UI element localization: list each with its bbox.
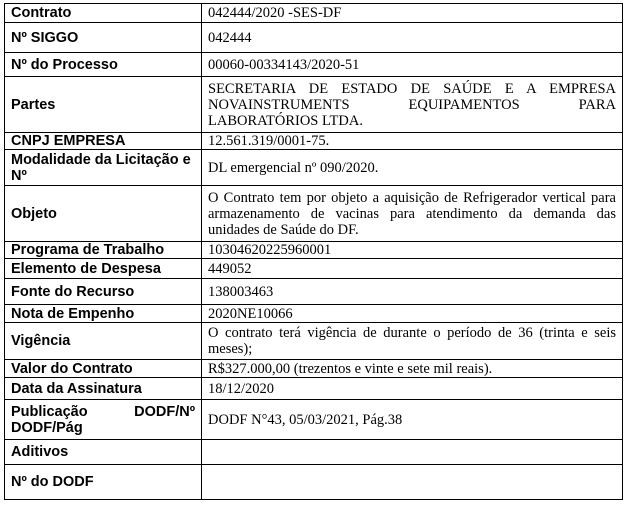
label-processo: Nº do Processo — [5, 53, 202, 77]
value-valor: R$327.000,00 (trezentos e vinte e sete mil reais). — [202, 360, 623, 378]
value-fonte: 138003463 — [202, 279, 623, 305]
value-objeto: O Contrato tem por objeto a aquisição de Refrigerador vertical para armazenamento de vacinas para atendimento da demanda das unidades de Saúde do DF. — [202, 186, 623, 242]
row-aditivos — [5, 440, 623, 465]
label-aditivos: Aditivos — [5, 440, 202, 465]
row-modalidade — [5, 150, 623, 186]
row-processo — [5, 53, 623, 77]
value-assinatura: 18/12/2020 — [202, 378, 623, 400]
value-contrato: 042444/2020 -SES-DF — [202, 4, 623, 23]
publicacao-label-part3: DODF/Pág — [11, 419, 83, 436]
publicacao-label-part1: Publicação — [11, 403, 88, 420]
label-valor: Valor do Contrato — [5, 360, 202, 378]
row-cnpj — [5, 133, 623, 150]
publicacao-label-part2: DODF/Nº — [134, 403, 195, 420]
value-publicacao: DODF N°43, 05/03/2021, Pág.38 — [202, 400, 623, 440]
label-modalidade: Modalidade da Licitação e Nº — [5, 150, 202, 186]
label-assinatura: Data da Assinatura — [5, 378, 202, 400]
value-cnpj: 12.561.319/0001-75. — [202, 133, 623, 150]
value-aditivos — [202, 440, 623, 465]
label-empenho: Nota de Empenho — [5, 305, 202, 323]
row-programa — [5, 242, 623, 259]
publicacao-label-line1 — [11, 404, 195, 420]
row-empenho — [5, 305, 623, 323]
row-assinatura — [5, 378, 623, 400]
row-siggo — [5, 23, 623, 53]
row-contrato — [5, 4, 623, 23]
value-modalidade: DL emergencial nº 090/2020. — [202, 150, 623, 186]
label-fonte: Fonte do Recurso — [5, 279, 202, 305]
row-vigencia — [5, 323, 623, 360]
value-processo: 00060-00334143/2020-51 — [202, 53, 623, 77]
row-elemento — [5, 259, 623, 279]
row-objeto — [5, 186, 623, 242]
label-contrato: Contrato — [5, 4, 202, 23]
label-objeto: Objeto — [5, 186, 202, 242]
value-nodo-dodf — [202, 465, 623, 500]
row-publicacao — [5, 400, 623, 440]
label-programa: Programa de Trabalho — [5, 242, 202, 259]
label-cnpj: CNPJ EMPRESA — [5, 133, 202, 150]
row-partes — [5, 77, 623, 133]
row-nodo-dodf — [5, 465, 623, 500]
contract-table — [4, 3, 623, 500]
value-elemento: 449052 — [202, 259, 623, 279]
label-nodo-dodf: Nº do DODF — [5, 465, 202, 500]
label-elemento: Elemento de Despesa — [5, 259, 202, 279]
value-programa: 10304620225960001 — [202, 242, 623, 259]
row-valor — [5, 360, 623, 378]
value-siggo: 042444 — [202, 23, 623, 53]
value-partes: SECRETARIA DE ESTADO DE SAÚDE E A EMPRESA NOVAINSTRUMENTS EQUIPAMENTOS PARA LABORATÓRIOS LTDA. — [202, 77, 623, 133]
label-siggo: Nº SIGGO — [5, 23, 202, 53]
label-vigencia: Vigência — [5, 323, 202, 360]
row-fonte — [5, 279, 623, 305]
label-partes: Partes — [5, 77, 202, 133]
value-empenho: 2020NE10066 — [202, 305, 623, 323]
label-publicacao — [5, 400, 202, 440]
value-vigencia: O contrato terá vigência de durante o período de 36 (trinta e seis meses); — [202, 323, 623, 360]
